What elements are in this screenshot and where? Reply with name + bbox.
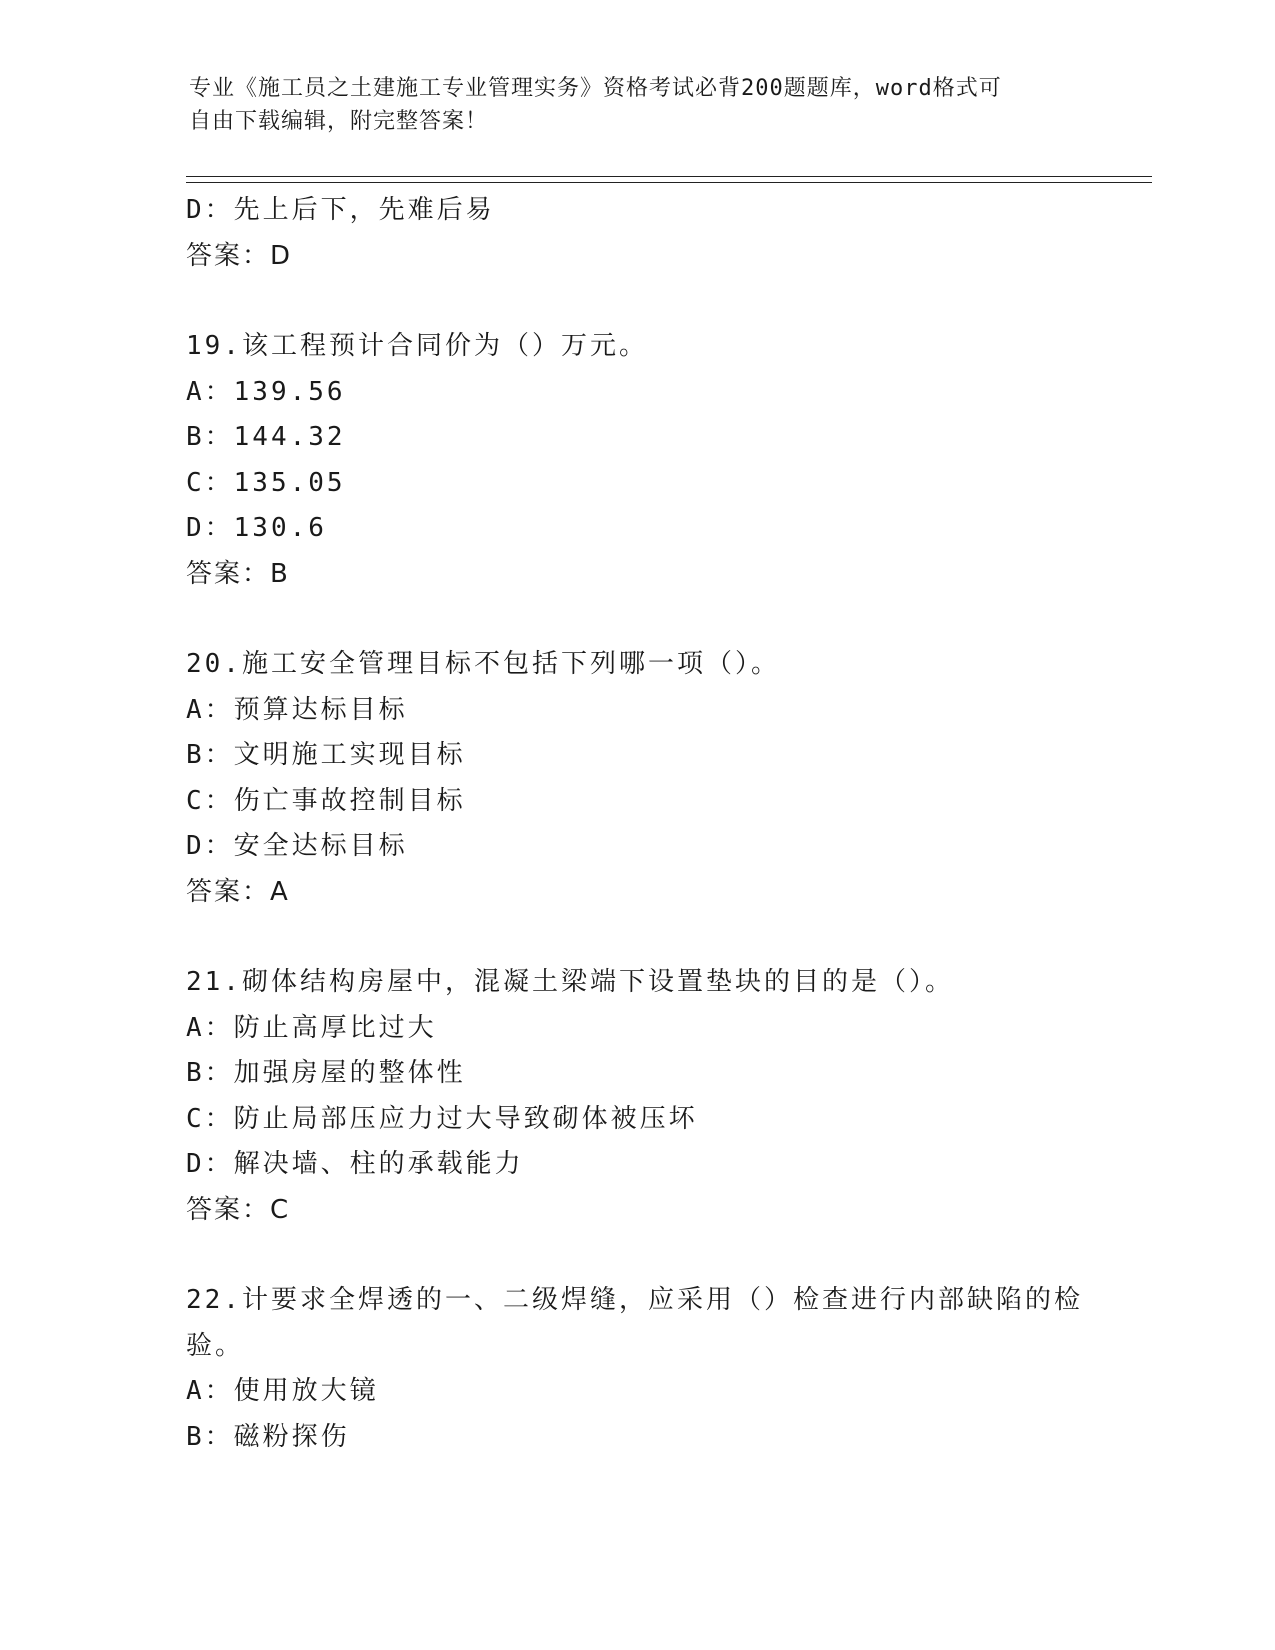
question-21 bbox=[186, 960, 1086, 1233]
option-d: D：先上后下，先难后易 bbox=[186, 195, 495, 225]
option-c: C：防止局部压应力过大导致砌体被压坏 bbox=[186, 1103, 698, 1134]
option-d: D：解决墙、柱的承载能力 bbox=[186, 1149, 524, 1179]
option-a: A：使用放大镜 bbox=[186, 1376, 379, 1406]
option-b: B：磁粉探伤 bbox=[186, 1421, 350, 1452]
option-c: C：135.05 bbox=[186, 467, 346, 498]
header-divider-bottom bbox=[186, 182, 1152, 183]
question-stem-line-2: 验。 bbox=[186, 1330, 245, 1361]
header-title-line-2: 自由下载编辑，附完整答案！ bbox=[189, 109, 489, 134]
question-22 bbox=[186, 1278, 1086, 1460]
option-b: B：文明施工实现目标 bbox=[186, 740, 466, 770]
option-a: A：防止高厚比过大 bbox=[186, 1012, 437, 1043]
answer: 答案：B bbox=[186, 558, 290, 589]
answer: 答案：C bbox=[186, 1194, 291, 1225]
question-stem-line-1: 22.计要求全焊透的一、二级焊缝，应采用（）检查进行内部缺陷的检 bbox=[186, 1285, 1083, 1315]
option-d: D：130.6 bbox=[186, 513, 327, 543]
question-list bbox=[186, 188, 1086, 1460]
question-19 bbox=[186, 324, 1086, 597]
option-a: A：139.56 bbox=[186, 376, 346, 407]
question-stem: 21.砌体结构房屋中，混凝土梁端下设置垫块的目的是（）。 bbox=[186, 967, 954, 997]
option-a: A：预算达标目标 bbox=[186, 694, 408, 725]
question-stem: 19.该工程预计合同价为（）万元。 bbox=[186, 331, 648, 361]
option-c: C：伤亡事故控制目标 bbox=[186, 785, 466, 816]
question-stem: 20.施工安全管理目标不包括下列哪一项（）。 bbox=[186, 649, 780, 679]
document-header bbox=[189, 72, 1089, 138]
option-d: D：安全达标目标 bbox=[186, 831, 408, 861]
question-18-tail bbox=[186, 188, 1086, 279]
answer: 答案：D bbox=[186, 240, 293, 271]
question-20 bbox=[186, 642, 1086, 915]
option-b: B：144.32 bbox=[186, 422, 346, 452]
option-b: B：加强房屋的整体性 bbox=[186, 1058, 466, 1088]
answer: 答案：A bbox=[186, 876, 290, 907]
header-divider-top bbox=[186, 176, 1152, 177]
header-title-line-1: 专业《施工员之土建施工专业管理实务》资格考试必背200题题库，word格式可 bbox=[189, 76, 1002, 101]
